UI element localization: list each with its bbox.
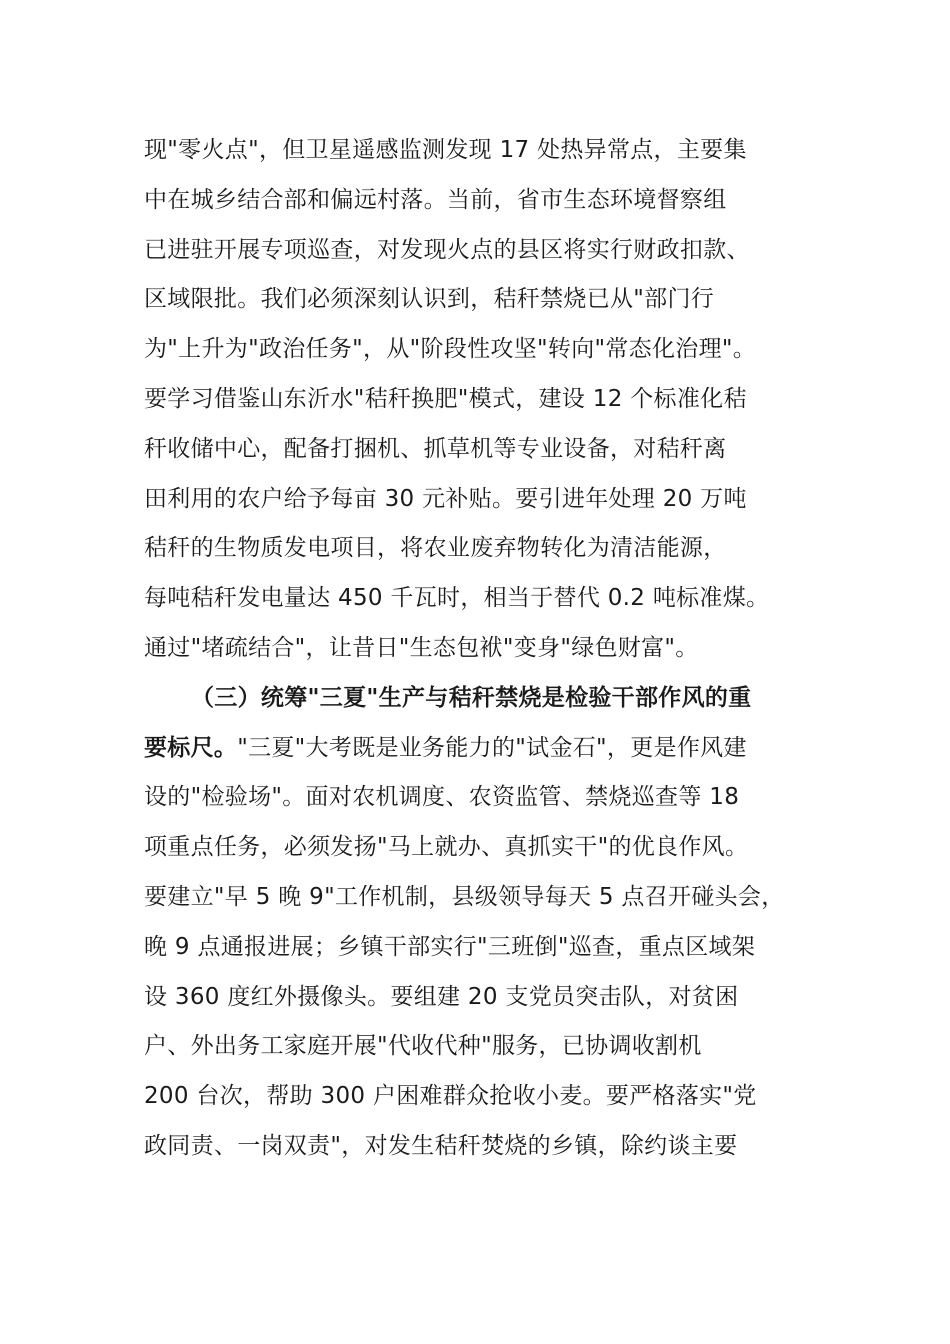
text-line: 政同责、一岗双责"，对发生秸秆焚烧的乡镇，除约谈主要	[144, 1132, 738, 1159]
text-line: 中在城乡结合部和偏远村落。当前，省市生态环境督察组	[144, 186, 727, 213]
text-line: 设的"检验场"。面对农机调度、农资监管、禁烧巡查等 18	[144, 784, 740, 811]
text-line: 晚 9 点通报进展；乡镇干部实行"三班倒"巡查，重点区域架	[144, 933, 756, 960]
text-line: 田利用的农户给予每亩 30 元补贴。要引进年处理 20 万吨	[144, 485, 747, 512]
text-line: 要学习借鉴山东沂水"秸秆换肥"模式，建设 12 个标准化秸	[144, 385, 747, 412]
section-heading-end: 要标尺。	[144, 734, 238, 761]
body-text	[144, 126, 844, 1172]
text-line: 为"上升为"政治任务"，从"阶段性攻坚"转向"常态化治理"。	[144, 336, 757, 363]
text-line: 秸秆的生物质发电项目，将农业废弃物转化为清洁能源，	[144, 535, 727, 562]
text-run: "三夏"大考既是业务能力的"试金石"，更是作风建	[237, 734, 747, 761]
text-line: 户、外出务工家庭开展"代收代种"服务，已协调收割机	[144, 1033, 702, 1060]
text-line: 要建立"早 5 晚 9"工作机制，县级领导每天 5 点召开碰头会，	[144, 883, 785, 910]
text-line: 设 360 度红外摄像头。要组建 20 支党员突击队，对贫困	[144, 983, 739, 1010]
text-line: 每吨秸秆发电量达 450 千瓦时，相当于替代 0.2 吨标准煤。	[144, 585, 770, 612]
text-line: 已进驻开展专项巡查，对发现火点的县区将实行财政扣款、	[144, 236, 750, 263]
text-line: 200 台次，帮助 300 户困难群众抢收小麦。要严格落实"党	[144, 1083, 757, 1110]
text-line: 现"零火点"，但卫星遥感监测发现 17 处热异常点，主要集	[144, 137, 747, 163]
text-line: 秆收储中心，配备打捆机、抓草机等专业设备，对秸秆离	[144, 435, 727, 462]
text-line: 项重点任务，必须发扬"马上就办、真抓实干"的优良作风。	[144, 834, 749, 861]
section-heading: （三）统筹"三夏"生产与秸秆禁烧是检验干部作风的重	[191, 684, 752, 711]
text-line: 通过"堵疏结合"，让昔日"生态包袱"变身"绿色财富"。	[144, 634, 699, 661]
text-line: 区域限批。我们必须深刻认识到，秸秆禁烧已从"部门行	[144, 286, 715, 313]
text-line	[144, 724, 844, 774]
